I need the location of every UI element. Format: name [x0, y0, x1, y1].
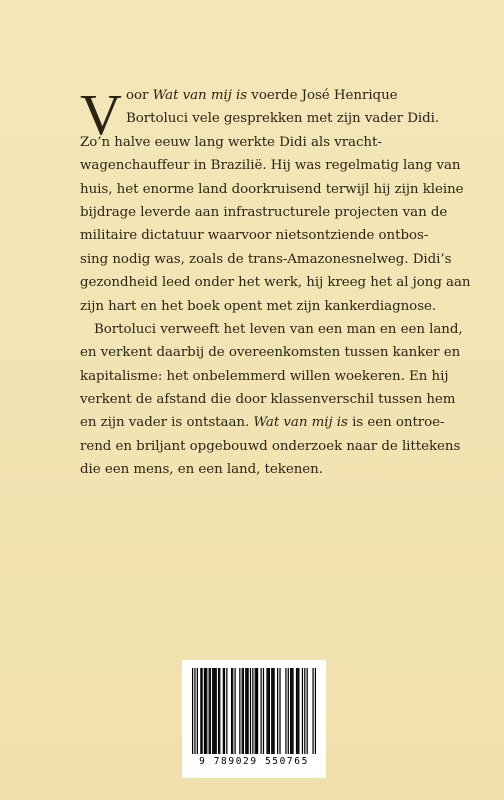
barcode-bar — [209, 668, 210, 754]
barcode-bar — [200, 668, 201, 754]
barcode-bar — [315, 668, 316, 754]
barcode-bar — [235, 668, 236, 754]
blurb-line: bijdrage leverde aan infrastructurele projecten van de — [80, 204, 448, 220]
barcode-bar — [218, 668, 219, 754]
barcode-bar — [302, 668, 303, 754]
barcode-bar — [277, 668, 278, 754]
barcode-bar — [260, 668, 261, 754]
blurb-line: Bortoluci vele gesprekken met zijn vader Didi. — [126, 111, 440, 127]
blurb-line: Bortoluci verweeft het leven van een man en een land, — [94, 321, 463, 337]
blurb-line: huis, het enorme land doorkruisend terwijl hij zijn kleine — [80, 181, 464, 197]
barcode-bar — [242, 668, 243, 754]
barcode-bar — [192, 668, 193, 754]
barcode-bar — [231, 668, 232, 754]
text-run: is een ontroe- — [347, 415, 445, 431]
barcode-bar — [257, 668, 258, 754]
barcode-bar — [194, 668, 195, 754]
barcode-bar — [213, 668, 214, 754]
barcode-bar — [205, 668, 206, 754]
barcode-bar — [224, 668, 225, 754]
barcode-bar — [252, 668, 253, 754]
isbn-barcode — [182, 660, 326, 778]
barcode-bar — [285, 668, 286, 754]
barcode-bar — [197, 668, 198, 754]
barcode-bar — [243, 668, 244, 754]
barcode-bar — [263, 668, 264, 754]
barcode-bar — [307, 668, 308, 754]
blurb-line — [80, 411, 445, 434]
blurb-line: kapitalisme: het onbelemmerd willen woekeren. En hij — [80, 368, 449, 384]
barcode-bar — [298, 668, 299, 754]
barcode-bar — [206, 668, 207, 754]
barcode-bar — [256, 668, 257, 754]
isbn-number: 9 789029 550765 — [199, 756, 309, 767]
barcode-bar — [232, 668, 233, 754]
barcode-bar — [246, 668, 247, 754]
barcode-bar — [271, 668, 272, 754]
blurb-line: die een mens, en een land, tekenen. — [80, 462, 323, 478]
blurb-line: gezondheid leed onder het werk, hij kreeg het al jong aan — [80, 275, 471, 291]
drop-cap: V — [80, 82, 122, 147]
barcode-bar — [304, 668, 305, 754]
barcode-bar — [292, 668, 293, 754]
blurb-line: rend en briljant opgebouwd onderzoek naar de littekens — [80, 438, 461, 454]
barcode-bar — [266, 668, 267, 754]
barcode-bar — [297, 668, 298, 754]
barcode-bar — [272, 668, 273, 754]
barcode-bar — [288, 668, 289, 754]
blurb-text — [80, 82, 471, 482]
barcode-bar — [273, 668, 274, 754]
book-title-italic: Wat van mij is — [253, 415, 348, 431]
barcode-bar — [248, 668, 249, 754]
barcode-bar — [223, 668, 224, 754]
barcode-bar — [312, 668, 313, 754]
blurb-line: en verkent daarbij de overeenkomsten tussen kanker en — [80, 345, 461, 361]
barcode-bar — [290, 668, 291, 754]
blurb-line: sing nodig was, zoals de trans-Amazonesnelweg. Didi’s — [80, 251, 452, 267]
barcode-bar — [239, 668, 240, 754]
barcode-bar — [219, 668, 220, 754]
barcode-bar — [255, 668, 256, 754]
barcode-bar — [216, 668, 217, 754]
barcode-bar — [226, 668, 227, 754]
text-run: voerde José Henrique — [247, 88, 398, 103]
barcode-bar — [212, 668, 213, 754]
barcode-bar — [210, 668, 211, 754]
blurb-line: zijn hart en het boek opent met zijn kankerdiagnose. — [80, 298, 437, 314]
barcode-bars — [192, 668, 316, 754]
barcode-bar — [245, 668, 246, 754]
barcode-bar — [291, 668, 292, 754]
barcode-bar — [204, 668, 205, 754]
blurb-line: Zo’n halve eeuw lang werkte Didi als vracht- — [80, 134, 382, 150]
text-run: en zijn vader is ontstaan. — [80, 415, 254, 431]
barcode-bar — [214, 668, 215, 754]
barcode-bar — [296, 668, 297, 754]
book-title-italic: Wat van mij is — [152, 88, 248, 103]
barcode-bar — [269, 668, 270, 754]
text-run: oor — [126, 88, 153, 103]
blurb-line: wagenchauffeur in Brazilië. Hij was regelmatig lang van — [80, 158, 461, 174]
barcode-bar — [201, 668, 202, 754]
blurb-line — [80, 84, 425, 107]
barcode-bar — [268, 668, 269, 754]
blurb-line: verkent de afstand die door klassenverschil tussen hem — [80, 392, 456, 408]
blurb-line: militaire dictatuur waarvoor nietsontziende ontbos- — [80, 228, 429, 244]
barcode-bar — [279, 668, 280, 754]
barcode-bar — [250, 668, 251, 754]
